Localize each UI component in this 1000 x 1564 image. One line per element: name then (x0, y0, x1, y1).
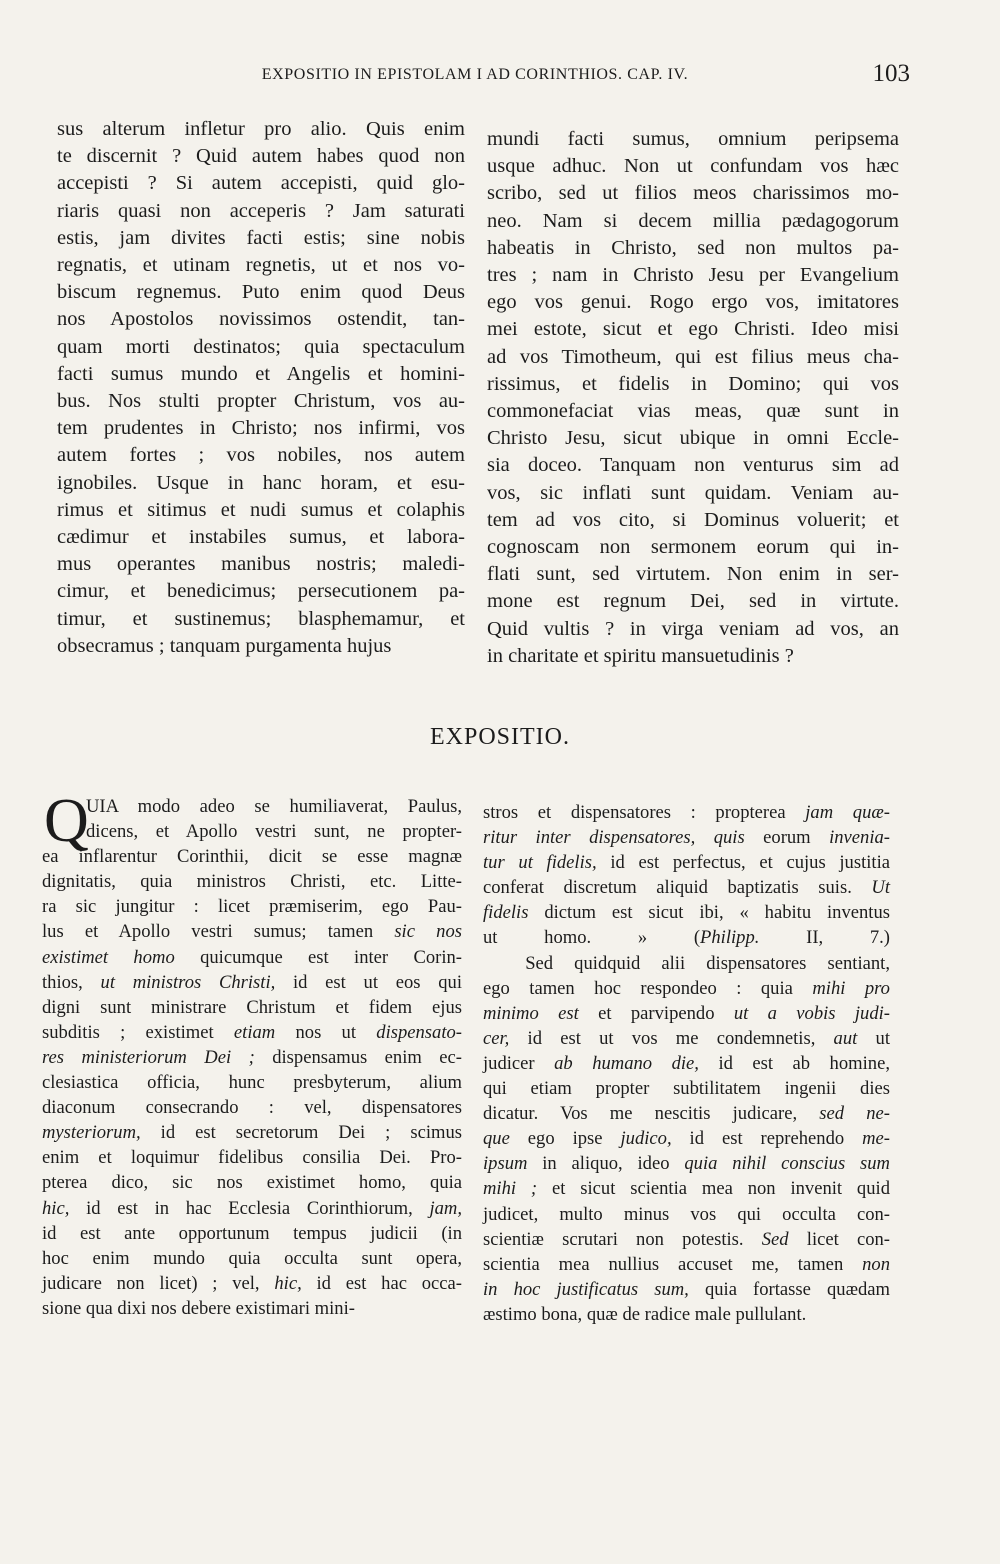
text-line: diaconum consecrando : vel, dispensatores (42, 1097, 462, 1119)
text-line: sus alterum infletur pro alio. Quis enim (57, 118, 465, 140)
text-line: enim et loquimur fidelibus consilia Dei. Pro- (42, 1147, 462, 1169)
text-line: ego vos genui. Rogo ergo vos, imitatores (487, 291, 899, 314)
text-line: Sed quidquid alii dispensatores sentiant, (483, 952, 890, 974)
text-line: UIA modo adeo se humiliaverat, Paulus, (86, 796, 462, 817)
text-line: cædimur et instabiles sumus, et labora- (57, 526, 465, 549)
text-line: facti sumus mundo et Angelis et homini- (57, 362, 465, 385)
text-line: rissimus, et fidelis in Domino; qui vos (487, 372, 899, 395)
text-line: judicet, multo minus vos qui occulta con- (483, 1203, 890, 1225)
text-line: neo. Nam si decem millia pædagogorum (487, 209, 899, 232)
text-line: scribo, sed ut filios meos charissimos mo- (487, 182, 899, 205)
drop-cap: Q (44, 787, 89, 855)
text-line: que ego ipse judico, id est reprehendo me- (483, 1128, 890, 1150)
commentary-right-column (483, 800, 890, 1327)
text-line: usque adhuc. Non ut confundam vos hæc (487, 155, 899, 178)
text-line: accepisti ? Si autem accepisti, quid glo- (57, 172, 465, 195)
text-line: in hoc justificatus sum, quia fortasse quædam (483, 1278, 890, 1300)
text-line: biscum regnemus. Puto enim quod Deus (57, 281, 465, 304)
page-number: 103 (872, 60, 910, 87)
text-line: tem prudentes in Christo; nos infirmi, vos (57, 417, 465, 440)
text-line: mus operantes manibus nostris; maledi- (57, 553, 465, 576)
text-line: ea inflarentur Corinthii, dicit se esse magnæ (42, 846, 462, 868)
text-line: qui etiam propter subtilitatem ingenii dies (483, 1078, 890, 1100)
text-line: habeatis in Christo, sed non multos pa- (487, 236, 899, 259)
text-line: ut homo. » (Philipp. II, 7.) (483, 927, 890, 949)
text-line: estis, jam divites facti estis; sine nobis (57, 226, 465, 249)
text-line: existimet homo quicumque est inter Corin- (42, 946, 462, 968)
text-line: cer, id est ut vos me condemnetis, aut ut (483, 1027, 890, 1049)
text-line: thios, ut ministros Christi, id est ut eos qui (42, 971, 462, 993)
text-line: hoc enim mundo quia occulta sunt opera, (42, 1247, 462, 1269)
text-line: mone est regnum Dei, sed in virtute. (487, 590, 899, 613)
text-line: commonefaciat vias meas, quæ sunt in (487, 400, 899, 423)
text-line: res ministeriorum Dei ; dispensamus enim ec- (42, 1046, 462, 1068)
text-line: Quid vultis ? in virga veniam ad vos, an (487, 617, 899, 640)
text-line: fidelis dictum est sicut ibi, « habitu inventus (483, 902, 890, 924)
text-line: regnatis, et utinam regnetis, ut et nos vo- (57, 254, 465, 277)
text-line: minimo est et parvipendo ut a vobis judi- (483, 1002, 890, 1024)
text-line: te discernit ? Quid autem habes quod non (57, 145, 465, 168)
text-line: quam morti destinatos; quia spectaculum (57, 335, 465, 358)
text-line: dicens, et Apollo vestri sunt, ne propter- (86, 821, 462, 843)
text-line: rimus et sitimus et nudi sumus et colaphis (57, 498, 465, 521)
text-line: in charitate et spiritu mansuetudinis ? (487, 644, 794, 667)
text-line: judicare non licet) ; vel, hic, id est hac occa- (42, 1272, 462, 1294)
scripture-text-right-column (487, 126, 899, 670)
text-line: dignitatis, quia ministros Christi, etc. Litte- (42, 871, 462, 893)
text-line: dicatur. Vos me nescitis judicare, sed ne- (483, 1103, 890, 1125)
text-line: sione qua dixi nos debere existimari mini- (42, 1297, 355, 1319)
text-line: tres ; nam in Christo Jesu per Evangelium (487, 264, 899, 287)
text-line: digni sunt ministrare Christum et fidem ejus (42, 996, 462, 1018)
text-line: ra sic jungitur : licet præmiserim, ego Pau- (42, 896, 462, 918)
text-line: lus et Apollo vestri sumus; tamen sic nos (42, 921, 462, 943)
text-line: Christo Jesu, sicut ubique in omni Eccle- (487, 427, 899, 450)
text-line: judicer ab humano die, id est ab homine, (483, 1052, 890, 1074)
text-line: autem fortes ; vos nobiles, nos autem (57, 444, 465, 467)
text-line: obsecramus ; tanquam purgamenta hujus (57, 634, 392, 657)
text-line: bus. Nos stulti propter Christum, vos au- (57, 390, 465, 413)
text-line: timur, et sustinemus; blasphemamur, et (57, 607, 465, 630)
text-line: ritur inter dispensatores, quis eorum invenia- (483, 827, 890, 849)
text-line: tem ad vos cito, si Dominus voluerit; et (487, 508, 899, 531)
text-line: stros et dispensatores : propterea jam quæ- (483, 802, 890, 823)
text-line: cognoscam non sermonem eorum qui in- (487, 536, 899, 559)
text-line: æstimo bona, quæ de radice male pullulant. (483, 1303, 807, 1325)
commentary-left-column (42, 794, 462, 1321)
text-line: ipsum in aliquo, ideo quia nihil conscius sum (483, 1153, 890, 1175)
text-line: scientiæ scrutari non potestis. Sed licet con- (483, 1228, 890, 1250)
text-line: conferat discretum aliquid baptizatis suis. Ut (483, 877, 890, 899)
text-line: cimur, et benedicimus; persecutionem pa- (57, 580, 465, 603)
text-line: riaris quasi non acceperis ? Jam saturati (57, 199, 465, 222)
scripture-text-left-column (57, 116, 465, 660)
text-line: mihi ; et sicut scientia mea non invenit quid (483, 1178, 890, 1200)
text-line: ego tamen hoc respondeo : quia mihi pro (483, 977, 890, 999)
text-line: tur ut fidelis, id est perfectus, et cujus justitia (483, 852, 891, 874)
text-line: sia doceo. Tanquam non venturus sim ad (487, 454, 899, 477)
text-line: clesiastica officia, hunc presbyterum, alium (42, 1072, 462, 1094)
text-line: subditis ; existimet etiam nos ut dispensato- (42, 1021, 462, 1043)
text-line: hic, id est in hac Ecclesia Corinthiorum, jam, (42, 1197, 462, 1219)
section-title: EXPOSITIO. (430, 724, 570, 750)
text-line: nos Apostolos novissimos ostendit, tan- (57, 308, 465, 331)
text-line: scientia mea nullius accuset me, tamen non (483, 1253, 890, 1275)
text-line: mundi facti sumus, omnium peripsema (487, 128, 899, 150)
text-line: vos, sic inflati sunt quidam. Veniam au- (487, 481, 899, 504)
text-line: mei estote, sicut et ego Christi. Ideo misi (487, 318, 899, 341)
text-line: flati sunt, sed virtutem. Non enim in ser- (487, 563, 899, 586)
text-line: mysteriorum, id est secretorum Dei ; scimus (42, 1122, 462, 1144)
text-line: ad vos Timotheum, qui est filius meus cha- (487, 345, 899, 368)
running-head: EXPOSITIO IN EPISTOLAM I AD CORINTHIOS. CAP. IV. (261, 66, 689, 83)
text-line: id est ante opportunum tempus judicii (in (42, 1222, 462, 1244)
text-line: pterea dico, sic nos existimet homo, quia (42, 1172, 462, 1194)
text-line: ignobiles. Usque in hanc horam, et esu- (57, 471, 465, 494)
